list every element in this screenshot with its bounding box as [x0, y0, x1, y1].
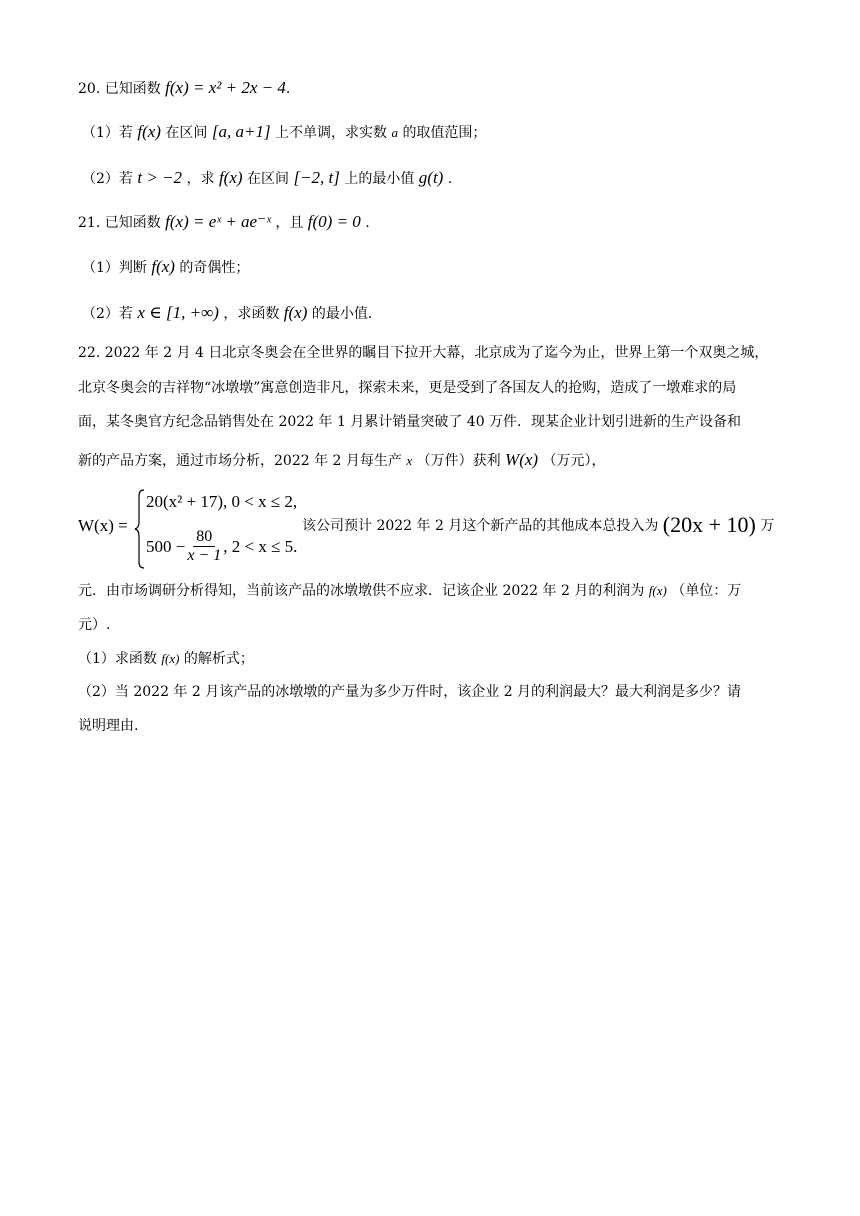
q22-line2: 北京冬奥会的吉祥物“冰墩墩”寓意创造非凡，探索未来，更是受到了各国友人的抢购，造成了一墩难求的局: [78, 380, 737, 396]
q20-p1-var: a: [391, 125, 398, 140]
q20-part2: [82, 167, 452, 190]
q22-part2-line2: 说明理由.: [78, 718, 139, 734]
q20-p2-prefix: （2）若: [82, 171, 133, 187]
q21-p1-prefix: （1）判断: [82, 260, 147, 276]
q22-p1-b: 的解析式；: [183, 651, 254, 667]
fraction-denominator: x − 1: [187, 547, 222, 564]
q21-p2-end: 的最小值.: [311, 306, 373, 322]
q21-stem: [78, 211, 370, 234]
q22-part1: [78, 648, 254, 670]
q22-line4-a: 新的产品方案，通过市场分析，2022 年 2 月每生产: [78, 453, 402, 469]
q22-line3: 面，某冬奥官方纪念品销售处在 2022 年 1 月累计销量突破了 40 万件．现某企业计划引进新的生产设备和: [78, 414, 742, 430]
left-brace-icon: [134, 488, 146, 570]
q22-line6-a: 元．由市场调研分析得知，当前该产品的冰墩墩供不应求．记该企业 2022 年 2 月的利润为: [78, 583, 645, 599]
q20-p1-end: 的取值范围；: [402, 125, 487, 141]
q21-p1-fx: f(x): [151, 257, 175, 276]
q22-line4-w: W(x): [505, 450, 539, 469]
q21-stem-cond: f(0) = 0: [307, 212, 361, 231]
q22-line4-c: （万元），: [542, 453, 606, 469]
q22-line6-b: （单位：万: [671, 583, 742, 599]
q21-p2-fx: f(x): [283, 303, 308, 322]
piecewise-fraction: [187, 528, 221, 565]
fraction-numerator: 80: [193, 528, 215, 547]
q22-line7: 元）.: [78, 617, 111, 633]
q21-stem-formula: f(x) = eˣ + ae⁻ˣ: [165, 212, 271, 231]
q20-p2-mid2: 在区间: [247, 171, 289, 187]
q20-p2-gt: g(t): [418, 168, 444, 187]
q22-line4: [78, 449, 606, 472]
q22-cost-sentence: [302, 514, 774, 537]
q20-p2-cond: t > −2: [137, 168, 183, 187]
q20-stem-prefix: 20. 已知函数: [78, 81, 161, 97]
q20-stem-formula: f(x) = x² + 2x − 4: [165, 78, 286, 97]
q22-p1-a: （1）求函数: [78, 651, 157, 667]
q20-p2-fx: f(x): [218, 168, 243, 187]
q21-p2-cond: x ∈ [1, +∞): [137, 303, 219, 322]
q20-p1-prefix: （1）若: [82, 125, 133, 141]
piecewise-case1: 20(x² + 17), 0 < x ≤ 2,: [146, 492, 298, 511]
q20-p2-mid3: 上的最小值: [344, 171, 415, 187]
q22-line6-fx: f(x): [648, 583, 667, 598]
q22-part2-line1: （2）当 2022 年 2 月该产品的冰墩墩的产量为多少万件时，该企业 2 月的利润最大？最大利润是多少？请: [78, 684, 742, 700]
q20-stem: 20. 已知函数 f(x) = x² + 2x − 4.: [78, 78, 291, 97]
q22-cost-b: 万: [760, 518, 775, 534]
q20-p1-suffix: 上不单调，求实数: [275, 125, 388, 141]
q20-p2-mid: ，求: [186, 171, 215, 187]
q22-cost-expr: (20x + 10): [662, 512, 756, 537]
q22-line6: [78, 580, 741, 602]
q21-part2: [82, 302, 372, 325]
q22-line4-x: x: [406, 453, 413, 468]
q21-p2-prefix: （2）若: [82, 306, 133, 322]
q20-p2-interval: [−2, t]: [293, 168, 340, 187]
piecewise-case2: [146, 528, 297, 565]
q20-p1-interval: [a, a+1]: [211, 122, 271, 141]
q20-p2-end: .: [447, 171, 453, 187]
q22-p1-fx: f(x): [161, 651, 180, 666]
q21-stem-prefix: 21. 已知函数: [78, 215, 161, 231]
q21-p2-mid: ，求函数: [223, 306, 280, 322]
q22-cost-a: 该公司预计 2022 年 2 月这个新产品的其他成本总投入为: [302, 518, 659, 534]
q21-p1-end: 的奇偶性；: [179, 260, 250, 276]
piecewise-case2-a: 500 −: [146, 536, 186, 556]
piecewise-label: W(x) =: [78, 516, 128, 535]
piecewise-case2-b: , 2 < x ≤ 5.: [223, 536, 298, 556]
q21-stem-end: .: [365, 215, 370, 231]
q21-part1: [82, 256, 249, 279]
q20-part1: [82, 121, 486, 144]
q22-line4-b: （万件）获利: [416, 453, 501, 469]
piecewise-function: [78, 488, 318, 570]
q20-p1-fx: f(x): [137, 122, 161, 141]
q22-line1: 22. 2022 年 2 月 4 日北京冬奥会在全世界的瞩目下拉开大幕，北京成为了迄今为止，世界上第一个双奥之城，: [78, 345, 769, 361]
q21-stem-mid: ，且: [275, 215, 304, 231]
q20-p1-mid: 在区间: [165, 125, 208, 141]
